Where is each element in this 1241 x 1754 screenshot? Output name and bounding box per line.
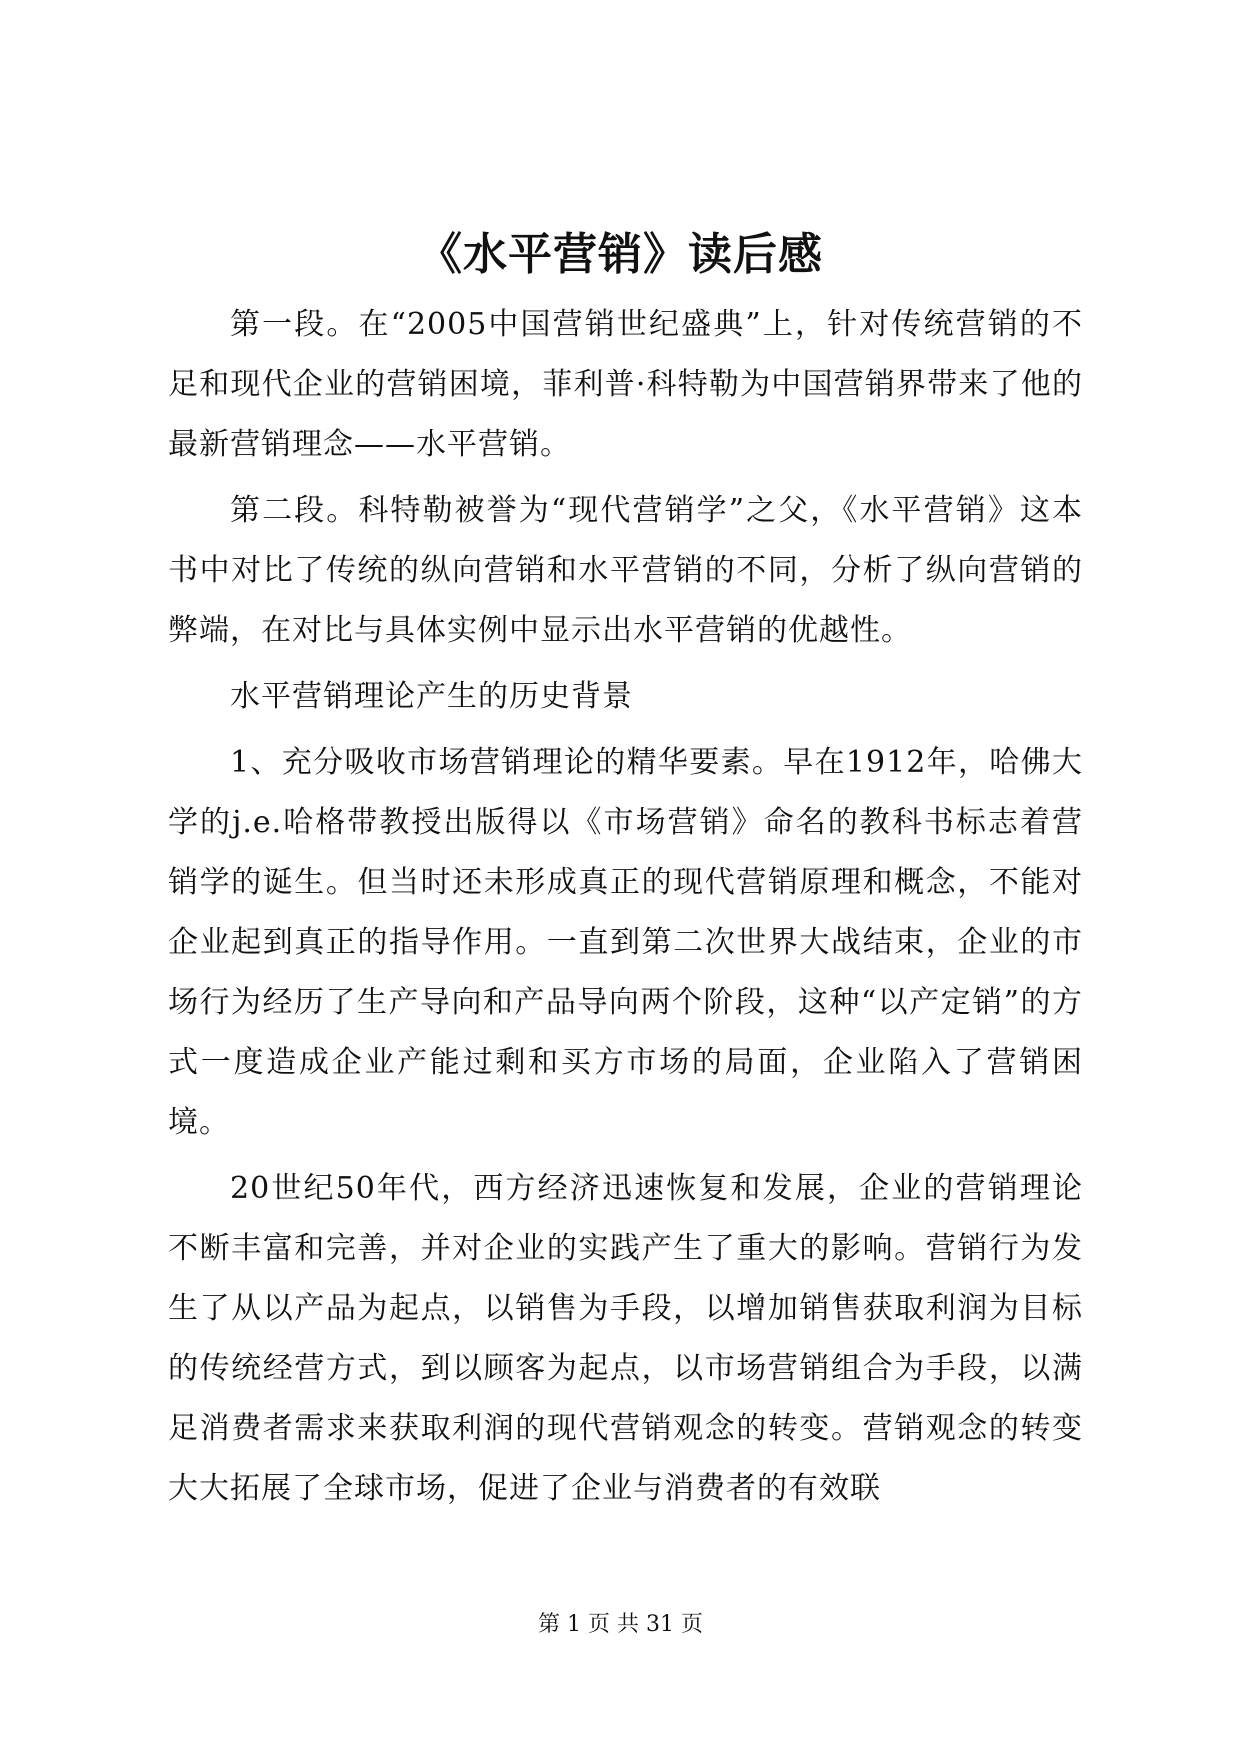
section-heading: 水平营销理论产生的历史背景 [230,679,633,714]
paragraph-3: 1、充分吸收市场营销理论的精华要素。早在1912年，哈佛大学的j.e.哈格带教授出版得以《市场营销》命名的教科书标志着营销学的诞生。但当时还未形成真正的现代营销原理和概念，不能对企业起到真正的指导作用。一直到第二次世界大战结束，企业的市场行为经历了生产导向和产品导向两个阶段，这种“以产定销”的方式一度造成企业产能过剩和买方市场的局面，企业陷入了营销困境。 [168,745,1083,1140]
paragraph-2: 第二段。科特勒被誉为“现代营销学”之父，《水平营销》这本书中对比了传统的纵向营销和水平营销的不同，分析了纵向营销的弊端，在对比与具体实例中显示出水平营销的优越性。 [168,493,1083,648]
paragraph-1: 第一段。在“2005中国营销世纪盛典”上，针对传统营销的不足和现代企业的营销困境，菲利普·科特勒为中国营销界带来了他的最新营销理念——水平营销。 [168,307,1083,462]
paragraph-4: 20世纪50年代，西方经济迅速恢复和发展，企业的营销理论不断丰富和完善，并对企业的实践产生了重大的影响。营销行为发生了从以产品为起点，以销售为手段，以增加销售获取利润为目标的传统经营方式，到以顾客为起点，以市场营销组合为手段，以满足消费者需求来获取利润的现代营销观念的转变。营销观念的转变大大拓展了全球市场，促进了企业与消费者的有效联 [168,1171,1083,1506]
page-footer: 第 1 页 共 31 页 [538,1612,703,1637]
document-body [168,295,1083,1525]
document-title: 《水平营销》读后感 [418,229,823,280]
